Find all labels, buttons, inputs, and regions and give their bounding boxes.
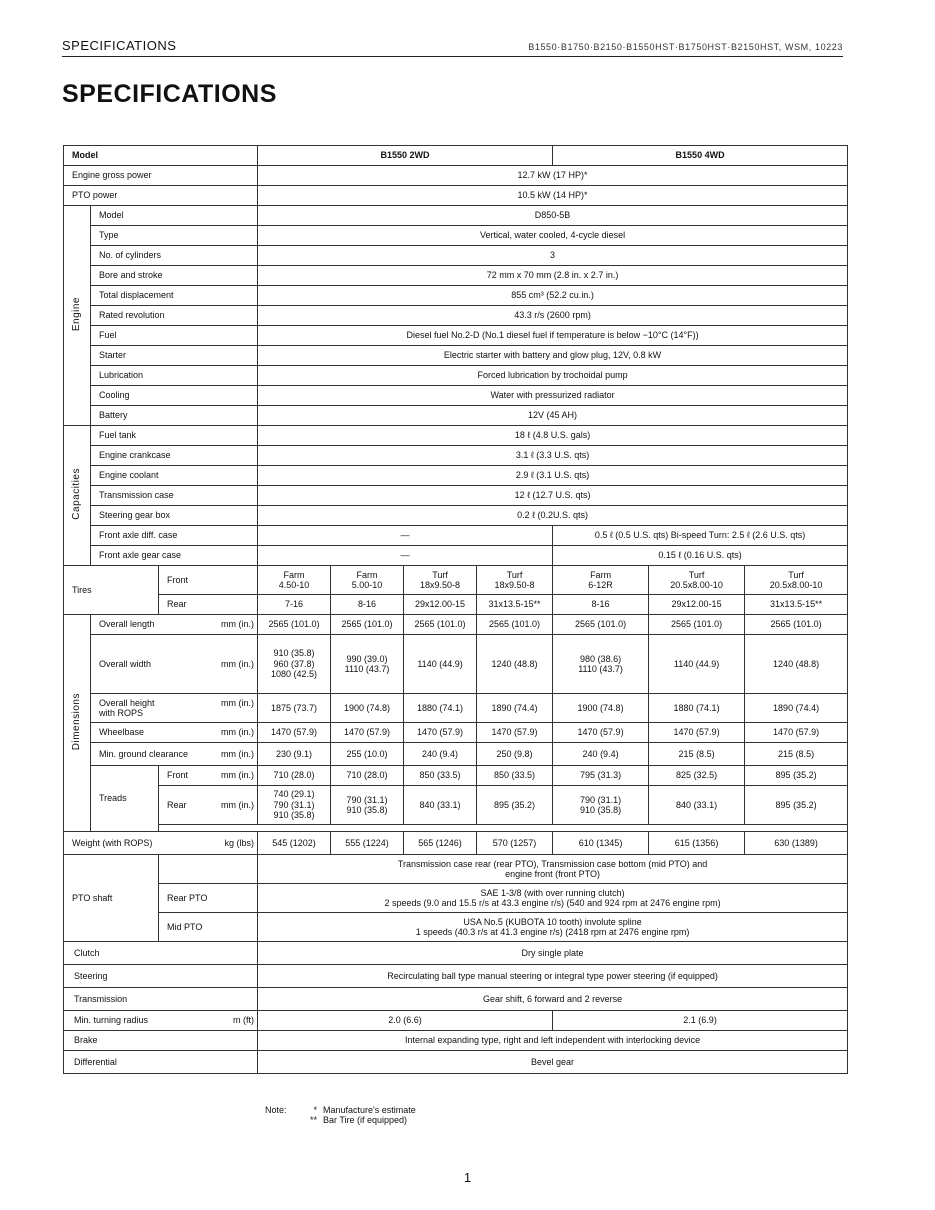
brake-value: Internal expanding type, right and left independent with interlocking device (258, 1031, 848, 1051)
mid-pto-value: USA No.5 (KUBOTA 10 tooth) involute spline 1 speeds (40.3 r/s at 41.3 engine r/s) (2418 rpm at 2476 engine rpm) (258, 913, 848, 942)
revolution-label: Rated revolution (91, 306, 258, 326)
overall-width-3: 1140 (44.9) (404, 635, 477, 694)
notes (265, 1105, 416, 1125)
tire-front-6: Turf 20.5x8.00-10 (649, 566, 745, 595)
row-coolant (64, 466, 848, 486)
row-revolution (64, 306, 848, 326)
crankcase-label: Engine crankcase (91, 446, 258, 466)
wheelbase-6: 1470 (57.9) (649, 723, 745, 743)
turning-4wd: 2.1 (6.9) (553, 1011, 848, 1031)
overall-width-2: 990 (39.0) 1110 (43.7) (331, 635, 404, 694)
pto-power-label: PTO power (64, 186, 258, 206)
ground-clearance-1: 230 (9.1) (258, 743, 331, 766)
tread-front-3: 850 (33.5) (404, 766, 477, 786)
tire-front-7: Turf 20.5x8.00-10 (745, 566, 848, 595)
note2-text: Bar Tire (if equipped) (323, 1115, 408, 1125)
overall-length-2: 2565 (101.0) (331, 615, 404, 635)
tire-front-3: Turf 18x9.50-8 (404, 566, 477, 595)
tire-rear-5: 8-16 (553, 595, 649, 615)
ground-clearance-7: 215 (8.5) (745, 743, 848, 766)
tires-label: Tires (64, 566, 159, 615)
pto-shaft-label: PTO shaft (64, 855, 159, 942)
tread-rear-2: 790 (31.1) 910 (35.8) (331, 786, 404, 825)
capacities-group-cell (64, 426, 91, 566)
overall-width-4: 1240 (48.8) (477, 635, 553, 694)
coolant-label: Engine coolant (91, 466, 258, 486)
turning-2wd: 2.0 (6.6) (258, 1011, 553, 1031)
tread-front-7: 895 (35.2) (745, 766, 848, 786)
model-4wd: B1550 4WD (553, 146, 848, 166)
starter-label: Starter (91, 346, 258, 366)
row-tires-rear (64, 595, 848, 615)
overall-height-5: 1900 (74.8) (553, 694, 649, 723)
note-label: Note: (265, 1105, 287, 1115)
fuel-value: Diesel fuel No.2-D (No.1 diesel fuel if temperature is below −10°C (14°F)) (258, 326, 848, 346)
engine-group-label: Engine (71, 297, 83, 332)
wheelbase-2: 1470 (57.9) (331, 723, 404, 743)
overall-length-4: 2565 (101.0) (477, 615, 553, 635)
overall-length-5: 2565 (101.0) (553, 615, 649, 635)
pto-location-blank (159, 855, 258, 884)
row-starter (64, 346, 848, 366)
dimensions-group-label: Dimensions (71, 693, 83, 751)
weight-7: 630 (1389) (745, 832, 848, 855)
row-overall-height (64, 694, 848, 723)
revolution-value: 43.3 r/s (2600 rpm) (258, 306, 848, 326)
cooling-value: Water with pressurized radiator (258, 386, 848, 406)
row-wheelbase (64, 723, 848, 743)
row-turning-radius (64, 1011, 848, 1031)
overall-height-6: 1880 (74.1) (649, 694, 745, 723)
overall-height-2: 1900 (74.8) (331, 694, 404, 723)
battery-label: Battery (91, 406, 258, 426)
cylinders-value: 3 (258, 246, 848, 266)
transmission-case-label: Transmission case (91, 486, 258, 506)
tire-rear-3: 29x12.00-15 (404, 595, 477, 615)
tread-rear-6: 840 (33.1) (649, 786, 745, 825)
weight-4: 570 (1257) (477, 832, 553, 855)
steering-gear-value: 0.2 ℓ (0.2U.S. qts) (258, 506, 848, 526)
tread-front-4: 850 (33.5) (477, 766, 553, 786)
tread-front-1: 710 (28.0) (258, 766, 331, 786)
tire-rear-7: 31x13.5-15** (745, 595, 848, 615)
tread-rear-5: 790 (31.1) 910 (35.8) (553, 786, 649, 825)
steering-label: Steering (64, 965, 258, 988)
engine-type-label: Type (91, 226, 258, 246)
model-label: Model (64, 146, 258, 166)
front-gear-4wd: 0.15 ℓ (0.16 U.S. qts) (553, 546, 848, 566)
ground-clearance-4: 250 (9.8) (477, 743, 553, 766)
wheelbase-4: 1470 (57.9) (477, 723, 553, 743)
height-unit: mm (in.) (221, 697, 255, 708)
row-transmission-case (64, 486, 848, 506)
row-cooling (64, 386, 848, 406)
transmission-label: Transmission (64, 988, 258, 1011)
engine-group-cell (64, 206, 91, 426)
tire-rear-2: 8-16 (331, 595, 404, 615)
transmission-value: Gear shift, 6 forward and 2 reverse (258, 988, 848, 1011)
front-diff-label: Front axle diff. case (91, 526, 258, 546)
overall-width-1: 910 (35.8) 960 (37.8) 1080 (42.5) (258, 635, 331, 694)
rear-pto-label: Rear PTO (159, 884, 258, 913)
coolant-value: 2.9 ℓ (3.1 U.S. qts) (258, 466, 848, 486)
row-pto-power (64, 186, 848, 206)
tread-rear-3: 840 (33.1) (404, 786, 477, 825)
row-differential (64, 1051, 848, 1074)
row-overall-length (64, 615, 848, 635)
cooling-label: Cooling (91, 386, 258, 406)
row-pto-location (64, 855, 848, 884)
note1-symbol: * (313, 1105, 317, 1115)
overall-width-6: 1140 (44.9) (649, 635, 745, 694)
wheelbase-unit: mm (in.) (221, 727, 255, 738)
row-battery (64, 406, 848, 426)
treads-label: Treads (91, 766, 159, 832)
lubrication-value: Forced lubrication by trochoidal pump (258, 366, 848, 386)
tire-rear-4: 31x13.5-15** (477, 595, 553, 615)
row-crankcase (64, 446, 848, 466)
row-engine-model (64, 206, 848, 226)
header-rule (62, 56, 843, 57)
overall-height-4: 1890 (74.4) (477, 694, 553, 723)
fuel-tank-value: 18 ℓ (4.8 U.S. gals) (258, 426, 848, 446)
overall-length-7: 2565 (101.0) (745, 615, 848, 635)
row-tread-spacer (64, 825, 848, 832)
overall-length-1: 2565 (101.0) (258, 615, 331, 635)
tread-rear-label: Rear (167, 799, 187, 810)
lubrication-label: Lubrication (91, 366, 258, 386)
row-model (64, 146, 848, 166)
header-section: SPECIFICATIONS (62, 38, 177, 53)
overall-height-3: 1880 (74.1) (404, 694, 477, 723)
clutch-label: Clutch (64, 942, 258, 965)
tread-front-6: 825 (32.5) (649, 766, 745, 786)
engine-type-value: Vertical, water cooled, 4-cycle diesel (258, 226, 848, 246)
row-transmission (64, 988, 848, 1011)
front-gear-label: Front axle gear case (91, 546, 258, 566)
dimensions-group-cell (64, 615, 91, 832)
pto-location-value: Transmission case rear (rear PTO), Transmission case bottom (mid PTO) and engine front (front PTO) (258, 855, 848, 884)
displacement-value: 855 cm³ (52.2 cu.in.) (258, 286, 848, 306)
tire-front-4: Turf 18x9.50-8 (477, 566, 553, 595)
tread-front-label: Front (167, 770, 189, 781)
overall-width-7: 1240 (48.8) (745, 635, 848, 694)
ground-clearance-6: 215 (8.5) (649, 743, 745, 766)
tire-rear-1: 7-16 (258, 595, 331, 615)
row-rear-pto (64, 884, 848, 913)
row-bore (64, 266, 848, 286)
overall-width-5: 980 (38.6) 1110 (43.7) (553, 635, 649, 694)
row-lubrication (64, 366, 848, 386)
overall-length-3: 2565 (101.0) (404, 615, 477, 635)
tread-front-2: 710 (28.0) (331, 766, 404, 786)
wheelbase-label: Wheelbase (99, 727, 145, 738)
row-mid-pto (64, 913, 848, 942)
weight-5: 610 (1345) (553, 832, 649, 855)
row-tires-front (64, 566, 848, 595)
row-front-gear (64, 546, 848, 566)
mid-pto-label: Mid PTO (159, 913, 258, 942)
tread-rear-1: 740 (29.1) 790 (31.1) 910 (35.8) (258, 786, 331, 825)
starter-value: Electric starter with battery and glow plug, 12V, 0.8 kW (258, 346, 848, 366)
front-diff-4wd: 0.5 ℓ (0.5 U.S. qts) Bi-speed Turn: 2.5 ℓ (2.6 U.S. qts) (553, 526, 848, 546)
wheelbase-7: 1470 (57.9) (745, 723, 848, 743)
width-label: Overall width (99, 658, 152, 669)
front-diff-2wd: — (258, 526, 553, 546)
turning-label: Min. turning radius (74, 1015, 149, 1026)
wheelbase-5: 1470 (57.9) (553, 723, 649, 743)
steering-gear-label: Steering gear box (91, 506, 258, 526)
pto-power-value: 10.5 kW (14 HP)* (258, 186, 848, 206)
fuel-tank-label: Fuel tank (91, 426, 258, 446)
tire-front-1: Farm 4.50-10 (258, 566, 331, 595)
height-label: Overall height with ROPS (99, 697, 155, 718)
spec-table (63, 145, 848, 1074)
battery-value: 12V (45 AH) (258, 406, 848, 426)
bore-label: Bore and stroke (91, 266, 258, 286)
wheelbase-1: 1470 (57.9) (258, 723, 331, 743)
overall-height-1: 1875 (73.7) (258, 694, 331, 723)
tires-rear-label: Rear (159, 595, 258, 615)
tread-front-5: 795 (31.3) (553, 766, 649, 786)
row-tread-rear (64, 786, 848, 825)
row-clutch (64, 942, 848, 965)
tire-front-5: Farm 6-12R (553, 566, 649, 595)
crankcase-value: 3.1 ℓ (3.3 U.S. qts) (258, 446, 848, 466)
length-label: Overall length (99, 619, 155, 630)
brake-label: Brake (64, 1031, 258, 1051)
length-unit: mm (in.) (221, 619, 255, 630)
model-2wd: B1550 2WD (258, 146, 553, 166)
tire-rear-6: 29x12.00-15 (649, 595, 745, 615)
tread-rear-4: 895 (35.2) (477, 786, 553, 825)
row-brake (64, 1031, 848, 1051)
clutch-value: Dry single plate (258, 942, 848, 965)
weight-6: 615 (1356) (649, 832, 745, 855)
displacement-label: Total displacement (91, 286, 258, 306)
steering-value: Recirculating ball type manual steering or integral type power steering (if equipped) (258, 965, 848, 988)
tread-rear-unit: mm (in.) (221, 799, 255, 810)
row-overall-width (64, 635, 848, 694)
row-fuel (64, 326, 848, 346)
row-ground-clearance (64, 743, 848, 766)
bore-value: 72 mm x 70 mm (2.8 in. x 2.7 in.) (258, 266, 848, 286)
engine-gross-power-label: Engine gross power (64, 166, 258, 186)
turning-unit: m (ft) (233, 1015, 255, 1026)
row-engine-type (64, 226, 848, 246)
ground-clearance-3: 240 (9.4) (404, 743, 477, 766)
overall-length-6: 2565 (101.0) (649, 615, 745, 635)
row-displacement (64, 286, 848, 306)
front-gear-2wd: — (258, 546, 553, 566)
width-unit: mm (in.) (221, 658, 255, 669)
row-cylinders (64, 246, 848, 266)
ground-clearance-5: 240 (9.4) (553, 743, 649, 766)
differential-value: Bevel gear (258, 1051, 848, 1074)
tread-rear-7: 895 (35.2) (745, 786, 848, 825)
tires-front-label: Front (159, 566, 258, 595)
fuel-label: Fuel (91, 326, 258, 346)
weight-label: Weight (with ROPS) (72, 837, 153, 848)
row-steering (64, 965, 848, 988)
tire-front-2: Farm 5.00-10 (331, 566, 404, 595)
capacities-group-label: Capacities (71, 468, 83, 521)
clearance-label: Min. ground clearance (99, 748, 189, 759)
engine-gross-power-value: 12.7 kW (17 HP)* (258, 166, 848, 186)
wheelbase-3: 1470 (57.9) (404, 723, 477, 743)
row-tread-front (64, 766, 848, 786)
header-models: B1550·B1750·B2150·B1550HST·B1750HST·B2150HST, WSM, 10223 (528, 42, 843, 52)
rear-pto-value: SAE 1-3/8 (with over running clutch) 2 speeds (9.0 and 15.5 r/s at 43.3 engine r/s) (540 and 924 rpm at 2476 engine rpm) (258, 884, 848, 913)
cylinders-label: No. of cylinders (91, 246, 258, 266)
weight-3: 565 (1246) (404, 832, 477, 855)
ground-clearance-2: 255 (10.0) (331, 743, 404, 766)
page-title: SPECIFICATIONS (62, 80, 277, 108)
engine-model-label: Model (91, 206, 258, 226)
transmission-case-value: 12 ℓ (12.7 U.S. qts) (258, 486, 848, 506)
tread-front-unit: mm (in.) (221, 770, 255, 781)
row-weight (64, 832, 848, 855)
engine-model-value: D850-5B (258, 206, 848, 226)
note1-text: Manufacture's estimate (323, 1105, 416, 1115)
weight-unit: kg (lbs) (224, 837, 255, 848)
row-steering-gear (64, 506, 848, 526)
row-fuel-tank (64, 426, 848, 446)
note2-symbol: ** (309, 1115, 317, 1125)
row-engine-gross-power (64, 166, 848, 186)
clearance-unit: mm (in.) (221, 748, 255, 759)
weight-2: 555 (1224) (331, 832, 404, 855)
row-front-diff (64, 526, 848, 546)
differential-label: Differential (64, 1051, 258, 1074)
weight-1: 545 (1202) (258, 832, 331, 855)
page-number: 1 (463, 1170, 472, 1185)
overall-height-7: 1890 (74.4) (745, 694, 848, 723)
